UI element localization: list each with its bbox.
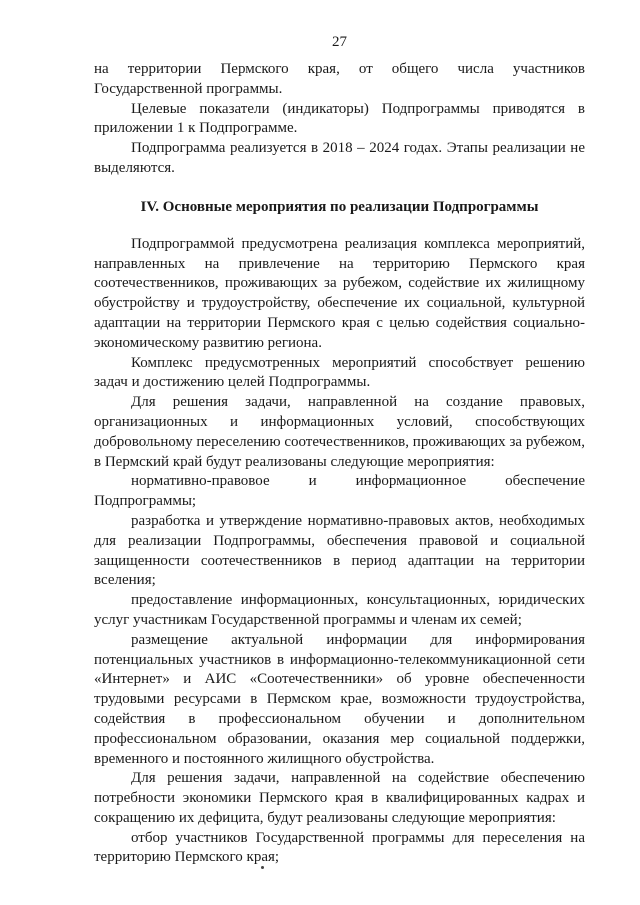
scan-speck <box>261 866 264 869</box>
paragraph-body: Подпрограммой предусмотрена реализация комплекса мероприятий, направленных на привлечение на территорию Пермского края соотечественников, проживающих за рубежом, содействие их жилищному обустройству и трудоустройству, обеспечение их социальной, культурной адаптации на территории Пермского края с целью содействия социально-экономическому развитию региона. <box>94 235 585 351</box>
paragraph-body: Комплекс предусмотренных мероприятий способствует решению задач и достижению целей Подпрограммы. <box>94 354 585 391</box>
paragraph-body: Для решения задачи, направленной на создание правовых, организационных и информационных условий, способствующих добровольному переселению соотечественников, проживающих за рубежом, в Пермский край будут реализованы следующие мероприятия: <box>94 394 585 470</box>
list-item: нормативно-правовое и информационное обеспечение Подпрограммы; <box>94 473 585 510</box>
section-heading: IV. Основные мероприятия по реализации Подпрограммы <box>140 198 539 215</box>
paragraph-continuation: на территории Пермского края, от общего числа участников Государственной программы. <box>94 61 585 97</box>
list-item: отбор участников Государственной программы для переселения на территорию Пермского края; <box>94 829 585 866</box>
document-page <box>94 32 585 868</box>
paragraph-target-indicators: Целевые показатели (индикаторы) Подпрограммы приводятся в приложении 1 к Подпрограмме. <box>94 100 585 137</box>
page-number: 27 <box>332 34 347 50</box>
list-item: предоставление информационных, консультационных, юридических услуг участникам Государственной программы и членам их семей; <box>94 592 585 628</box>
paragraph-implementation-period: Подпрограмма реализуется в 2018 – 2024 годах. Этапы реализации не выделяются. <box>94 140 585 176</box>
list-item: разработка и утверждение нормативно-правовых актов, необходимых для реализации Подпрограммы, обеспечения правовой и социальной защищенности соотечественников в период адаптации на территории вселения; <box>94 512 585 589</box>
list-item: размещение актуальной информации для информирования потенциальных участников в информационно-телекоммуникационной сети «Интернет» и АИС «Соотечественники» об уровне обеспеченности трудовыми ресурсами в Пермском крае, возможности трудоустройства, содействия в профессиональном обучении и дополнительном профессиональном образовании, оказания мер социальной поддержки, временного и постоянного жилищного обустройства. <box>94 631 585 767</box>
paragraph-body: Для решения задачи, направленной на содействие обеспечению потребности экономики Пермского края в квалифицированных кадрах и сокращению их дефицита, будут реализованы следующие мероприятия: <box>94 770 585 826</box>
